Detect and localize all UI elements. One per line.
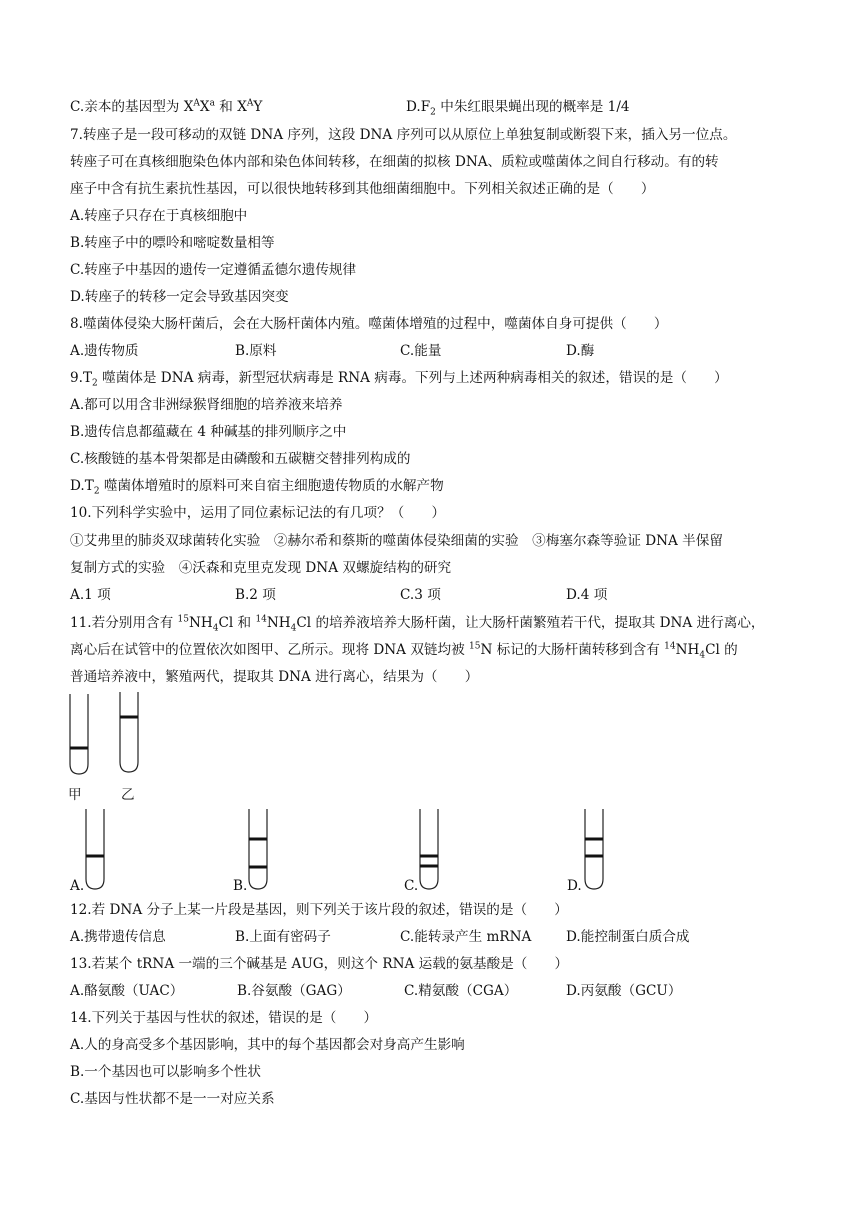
q7-stem-line3: 座子中含有抗生素抗性基因，可以很快地转移到其他细菌细胞中。下列相关叙述正确的是（ ） bbox=[70, 181, 655, 197]
q11-stem-line1: 11.若分别用含有 $^{15}NH_4Cl$ 和 $^{14}NH_4Cl$ 的培养液培养大肠杆菌，让大肠杆菌繁殖若干代，提取其 DNA 进行离心， bbox=[70, 614, 765, 634]
q14-stem: 14.下列关于基因与性状的叙述，错误的是（ ） bbox=[70, 1010, 378, 1026]
q13-option-d: D.丙氨酸（GCU） bbox=[566, 983, 682, 999]
q10-items-line1: ①艾弗里的肺炎双球菌转化实验 ②赫尔希和蔡斯的噬菌体侵染细菌的实验 ③梅塞尔森等验证 DNA 半保留 bbox=[70, 533, 723, 549]
q11-option-a: A. bbox=[70, 878, 85, 894]
q11-option-c: C. bbox=[404, 878, 419, 894]
q12-option-d: D.能控制蛋白质合成 bbox=[566, 929, 690, 945]
q9-stem: $9.T_2$ 噬菌体是 DNA 病毒，新型冠状病毒是 RNA 病毒。下列与上述两种病毒相关的叙述，错误的是（ ） bbox=[70, 370, 728, 389]
q11-option-b: B. bbox=[233, 878, 248, 894]
q12-stem: 12.若 DNA 分子上某一片段是基因，则下列关于该片段的叙述，错误的是（ ） bbox=[70, 902, 568, 918]
q10-items-line2: 复制方式的实验 ④沃森和克里克发现 DNA 双螺旋结构的研究 bbox=[70, 560, 452, 576]
q7-stem-line2: 转座子可在真核细胞染色体内部和染色体间转移，在细菌的拟核 DNA、质粒或噬菌体之间自行移动。有的转 bbox=[70, 154, 719, 170]
q7-option-d: D.转座子的转移一定会导致基因突变 bbox=[70, 289, 289, 305]
q10-option-d: D.4 项 bbox=[566, 587, 608, 603]
q8-stem: 8.噬菌体侵染大肠杆菌后，会在大肠杆菌体内殖。噬菌体增殖的过程中，噬菌体自身可提供（ ） bbox=[70, 316, 668, 332]
q13-option-a: A.酪氨酸（UAC） bbox=[70, 983, 184, 999]
q13-option-c: C.精氨酸（CGA） bbox=[404, 983, 518, 999]
q7-option-a: A.转座子只存在于真核细胞中 bbox=[70, 208, 248, 224]
q13-stem: 13.若某个 tRNA 一端的三个碱基是 AUG，则这个 RNA 运载的氨基酸是（ ） bbox=[70, 956, 569, 972]
q10-stem: 10.下列科学实验中，运用了同位素标记法的有几项？（ ） bbox=[70, 505, 446, 521]
q14-option-c: C.基因与性状都不是一一对应关系 bbox=[70, 1091, 275, 1107]
q10-option-a: A.1 项 bbox=[70, 587, 111, 603]
tube-option-a bbox=[84, 809, 106, 891]
q8-option-c: C.能量 bbox=[400, 343, 442, 359]
q12-option-b: B.上面有密码子 bbox=[235, 929, 331, 945]
q6-option-c: C.亲本的基因型为 $X^AX^a$ 和 $X^AY$ bbox=[70, 98, 263, 115]
q6-option-d: $D.F_2$ 中朱红眼果蝇出现的概率是 1/4 bbox=[406, 99, 630, 118]
q9-option-d: $D.T_2$ 噬菌体增殖时的原料可来自宿主细胞遗传物质的水解产物 bbox=[70, 478, 444, 497]
label-yi: 乙 bbox=[121, 787, 135, 803]
q10-option-c: C.3 项 bbox=[400, 587, 441, 603]
q9-option-a: A.都可以用含非洲绿猴肾细胞的培养液来培养 bbox=[70, 397, 343, 413]
q8-option-d: D.酶 bbox=[566, 343, 595, 359]
q11-option-d: D. bbox=[567, 878, 582, 894]
q11-stem-line2: 离心后在试管中的位置依次如图甲、乙所示。现将 DNA 双链均被 $^{15}$N 标记的大肠杆菌转移到含有 $^{14}NH_4Cl$ 的 bbox=[70, 641, 738, 661]
q8-option-a: A.遗传物质 bbox=[70, 343, 139, 359]
q7-option-c: C.转座子中基因的遗传一定遵循孟德尔遗传规律 bbox=[70, 262, 357, 278]
q14-option-a: A.人的身高受多个基因影响，其中的每个基因都会对身高产生影响 bbox=[70, 1037, 465, 1053]
tube-jia bbox=[68, 694, 90, 776]
q7-stem-line1: 7.转座子是一段可移动的双链 DNA 序列，这段 DNA 序列可以从原位上单独复制或断裂下来，插入另一位点。 bbox=[70, 127, 737, 143]
q8-option-b: B.原料 bbox=[235, 343, 277, 359]
tube-option-d bbox=[583, 809, 605, 891]
q10-option-b: B.2 项 bbox=[235, 587, 276, 603]
q9-option-c: C.核酸链的基本骨架都是由磷酸和五碳糖交替排列构成的 bbox=[70, 451, 411, 467]
q9-option-b: B.遗传信息都蕴藏在 4 种碱基的排列顺序之中 bbox=[70, 424, 347, 440]
q11-stem-line3: 普通培养液中，繁殖两代，提取其 DNA 进行离心，结果为（ ） bbox=[70, 669, 479, 685]
tube-option-c bbox=[418, 809, 440, 891]
q12-option-c: C.能转录产生 mRNA bbox=[400, 929, 532, 945]
q13-option-b: B.谷氨酸（GAG） bbox=[237, 983, 351, 999]
tube-yi bbox=[118, 692, 140, 774]
q14-option-b: B.一个基因也可以影响多个性状 bbox=[70, 1064, 262, 1080]
q7-option-b: B.转座子中的嘌呤和嘧啶数量相等 bbox=[70, 235, 275, 251]
label-jia: 甲 bbox=[68, 787, 82, 803]
tube-option-b bbox=[247, 809, 269, 891]
q12-option-a: A.携带遗传信息 bbox=[70, 929, 166, 945]
